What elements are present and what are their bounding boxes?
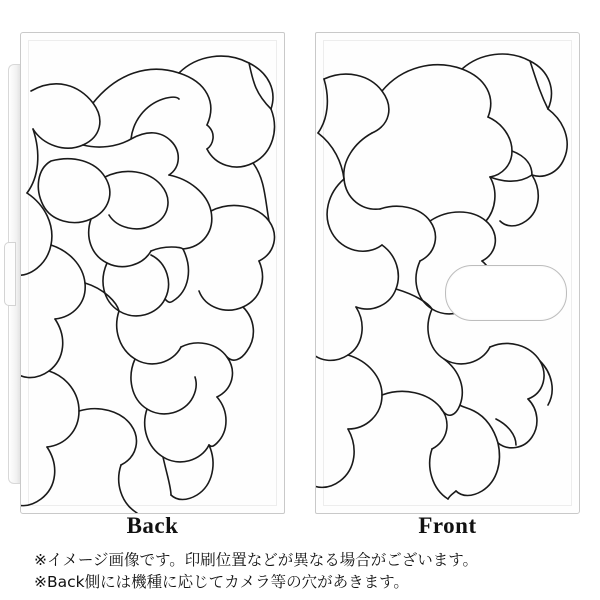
note-line-2: ※Back側には機種に応じてカメラ等の穴があきます。 [34,573,409,591]
product-mockup [0,24,600,514]
disclaimer-notes [34,549,579,593]
note-line-1: ※イメージ画像です。印刷位置などが異なる場合がございます。 [34,551,479,569]
label-back: Back [126,513,179,538]
case-panel-front [315,32,580,514]
case-panel-back [20,32,285,514]
case-spine-notch [4,242,16,306]
crack-pattern-back [21,33,285,514]
panel-labels [0,513,600,547]
camera-cutout-window [445,265,567,321]
label-front: Front [418,513,477,538]
